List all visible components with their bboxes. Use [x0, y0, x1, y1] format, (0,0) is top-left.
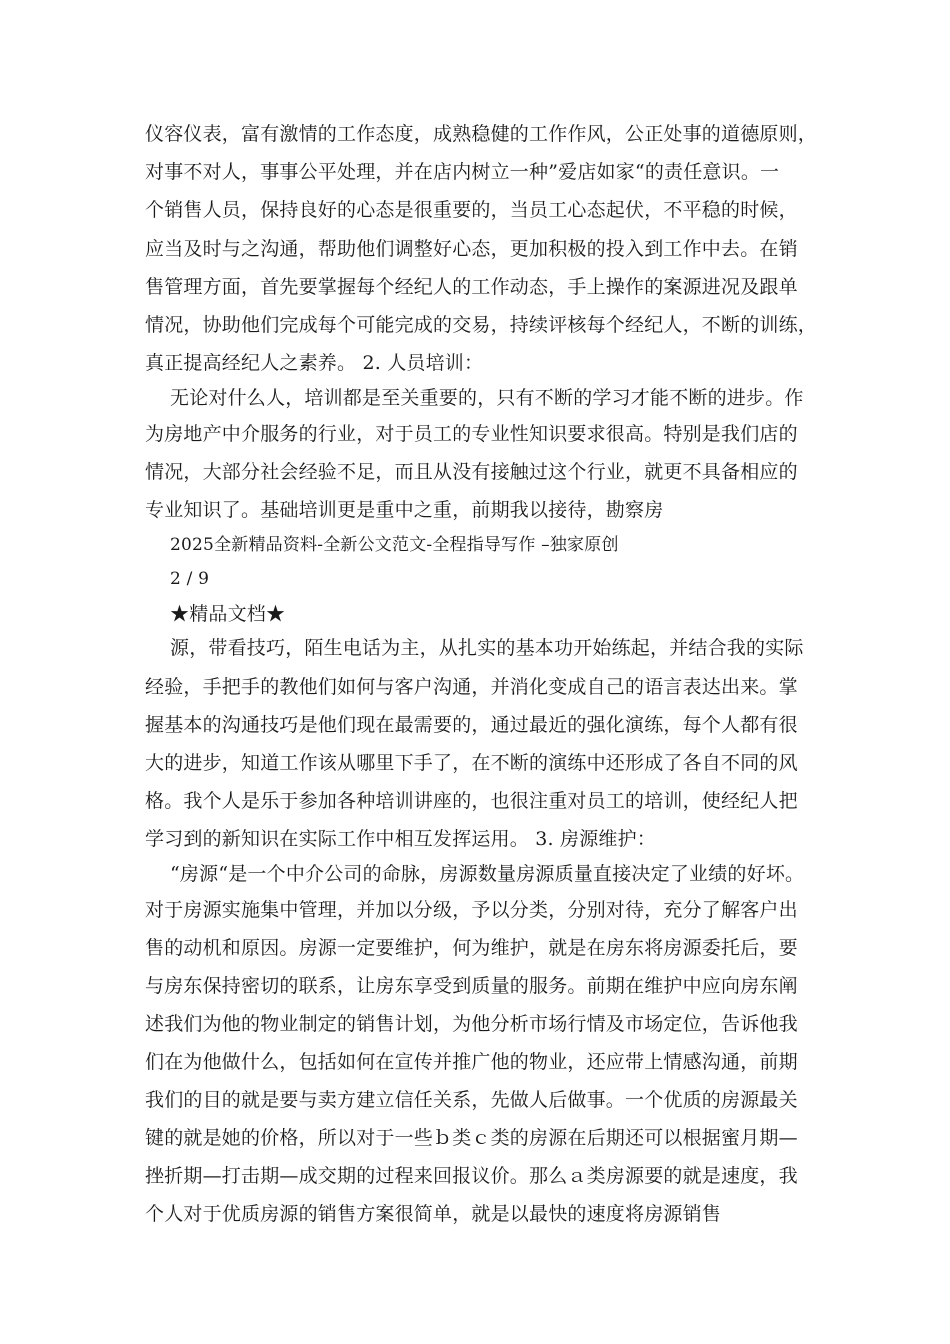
text-line: 经验，手把手的教他们如何与客户沟通，并消化变成自己的语言表达出来。掌: [145, 676, 798, 698]
text-line: 们在为他做什么，包括如何在宣传并推广他的物业，还应带上情感沟通，前期: [145, 1051, 798, 1073]
text-line: 与房东保持密切的联系，让房东享受到质量的服务。前期在维护中应向房东阐: [145, 975, 798, 997]
text-line: 个人对于优质房源的销售方案很简单，就是以最快的速度将房源销售: [145, 1203, 722, 1225]
text-line: 学习到的新知识在实际工作中相互发挥运用。 3. 房源维护：: [145, 828, 657, 850]
text-line: 真正提高经纪人之素养。 2. 人员培训：: [145, 352, 484, 374]
text-line: 售管理方面，首先要掌握每个经纪人的工作动态，手上操作的案源进况及跟单: [145, 276, 798, 298]
footer-banner: 2025全新精品资料-全新公文范文-全程指导写作 –独家原创: [170, 535, 619, 555]
paragraph-first-line: 无论对什么人，培训都是至关重要的，只有不断的学习才能不断的进步。作: [170, 387, 804, 409]
text-line: 情况，大部分社会经验不足，而且从没有接触过这个行业，就更不具备相应的: [145, 461, 798, 483]
text-line: 对事不对人，事事公平处理，并在店内树立一种”爱店如家“的责任意识。一: [145, 161, 780, 183]
text-line: 我们的目的就是要与卖方建立信任关系，先做人后做事。一个优质的房源最关: [145, 1089, 798, 1111]
text-line: 为房地产中介服务的行业，对于员工的专业性知识要求很高。特别是我们店的: [145, 423, 798, 445]
text-line: 格。我个人是乐于参加各种培训讲座的，也很注重对员工的培训，使经纪人把: [145, 790, 798, 812]
header-mark: ★精品文档★: [170, 603, 286, 625]
text-line: 对于房源实施集中管理，并加以分级，予以分类，分别对待，充分了解客户出: [145, 899, 798, 921]
page-number: 2 / 9: [170, 569, 210, 589]
text-line: 键的就是她的价格，所以对于一些ｂ类ｃ类的房源在后期还可以根据蜜月期—: [145, 1127, 798, 1149]
text-line: 挫折期—打击期—成交期的过程来回报议价。那么ａ类房源要的就是速度，我: [145, 1165, 798, 1187]
text-line: 专业知识了。基础培训更是重中之重，前期我以接待，勘察房: [145, 499, 664, 521]
text-line: 售的动机和原因。房源一定要维护，何为维护，就是在房东将房源委托后，要: [145, 937, 798, 959]
text-line: 个销售人员，保持良好的心态是很重要的，当员工心态起伏，不平稳的时候，: [145, 199, 798, 221]
text-line: 情况，协助他们完成每个可能完成的交易，持续评核每个经纪人，不断的训练，: [145, 314, 818, 336]
text-line: 述我们为他的物业制定的销售计划，为他分析市场行情及市场定位，告诉他我: [145, 1013, 798, 1035]
text-line: 应当及时与之沟通，帮助他们调整好心态，更加积极的投入到工作中去。在销: [145, 238, 798, 260]
text-line: 源，带看技巧，陌生电话为主，从扎实的基本功开始练起，并结合我的实际: [170, 637, 804, 659]
text-line: 握基本的沟通技巧是他们现在最需要的，通过最近的强化演练，每个人都有很: [145, 714, 798, 736]
text-line: 仪容仪表，富有激情的工作态度，成熟稳健的工作作风，公正处事的道德原则，: [145, 123, 818, 145]
text-line: 大的进步，知道工作该从哪里下手了，在不断的演练中还形成了各自不同的风: [145, 752, 798, 774]
paragraph-first-line: “房源“是一个中介公司的命脉，房源数量房源质量直接决定了业绩的好坏。: [170, 863, 805, 885]
